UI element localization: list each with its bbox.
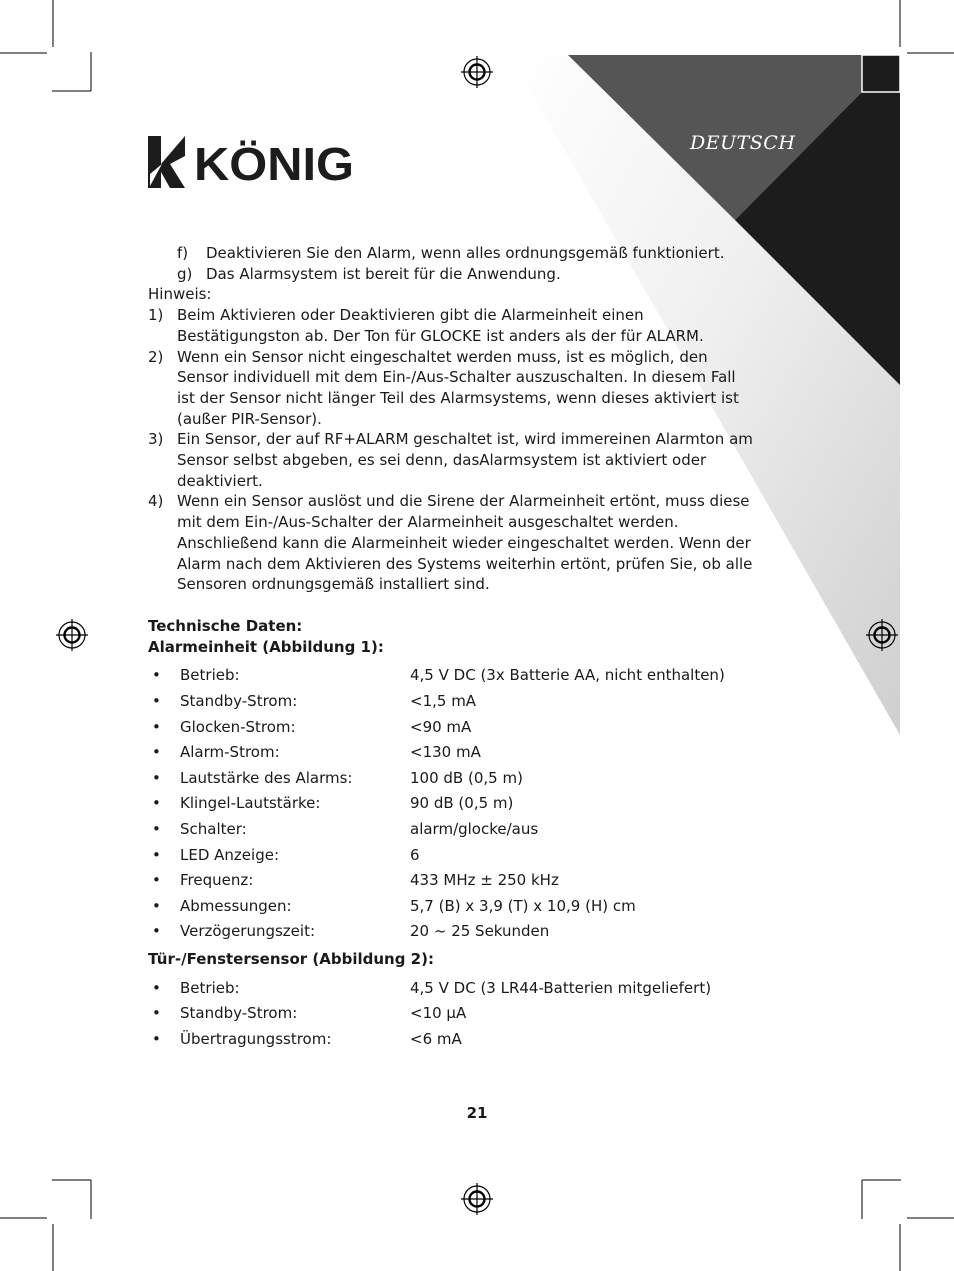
- spec-value: 100 dB (0,5 m): [410, 768, 523, 787]
- door-sensor-heading: Tür-/Fenstersensor (Abbildung 2):: [148, 949, 434, 968]
- spec-value: <6 mA: [410, 1029, 462, 1048]
- note-item: [148, 305, 758, 346]
- alarm-unit-spec-list: [148, 663, 758, 945]
- spec-label: Verzögerungszeit:: [180, 922, 316, 941]
- spec-value: <130 mA: [410, 743, 481, 762]
- spec-value: 20 ~ 25 Sekunden: [410, 922, 550, 941]
- step-text: Deaktivieren Sie den Alarm, wenn alles ordnungsgemäß funktioniert.: [206, 244, 725, 262]
- spec-row: [148, 894, 758, 920]
- spec-row: [148, 817, 758, 843]
- note-item: [148, 491, 758, 595]
- note-heading: Hinweis:: [148, 285, 212, 304]
- spec-row: [148, 663, 758, 689]
- step-item: [148, 243, 758, 264]
- spec-label: Betrieb:: [180, 666, 240, 685]
- bullet: •: [152, 691, 161, 710]
- spec-label: Frequenz:: [180, 871, 254, 890]
- spec-value: 90 dB (0,5 m): [410, 794, 514, 813]
- note-marker: 3): [148, 430, 164, 449]
- spec-row: [148, 791, 758, 817]
- spec-label: Klingel-Lautstärke:: [180, 794, 321, 813]
- spec-row: [148, 868, 758, 894]
- spec-label: Standby-Strom:: [180, 1004, 298, 1023]
- spec-value: 6: [410, 845, 420, 864]
- note-list: [148, 305, 758, 595]
- step-list: [148, 243, 758, 284]
- bullet: •: [152, 819, 161, 838]
- konig-logo: [148, 134, 358, 194]
- spec-value: <1,5 mA: [410, 691, 477, 710]
- spec-label: Übertragungsstrom:: [180, 1029, 332, 1048]
- spec-label: LED Anzeige:: [180, 845, 279, 864]
- spec-row: [148, 715, 758, 741]
- step-marker: f): [177, 244, 189, 262]
- bullet: •: [152, 871, 161, 890]
- door-sensor-spec-list: [148, 976, 758, 1053]
- bullet: •: [152, 1004, 161, 1023]
- registration-mark-top: [461, 56, 493, 88]
- spec-label: Abmessungen:: [180, 896, 292, 915]
- step-item: [148, 264, 758, 285]
- page-content: [148, 243, 758, 1052]
- corner-square: [862, 55, 900, 92]
- registration-mark-bottom: [461, 1183, 493, 1215]
- spec-row: [148, 919, 758, 945]
- spec-label: Alarm-Strom:: [180, 743, 280, 762]
- spec-value: 4,5 V DC (3 LR44-Batterien mitgeliefert): [410, 978, 712, 997]
- bullet: •: [152, 896, 161, 915]
- specs-title: Technische Daten:: [148, 616, 303, 635]
- spec-row: [148, 976, 758, 1002]
- spec-row: [148, 843, 758, 869]
- spec-value: 5,7 (B) x 3,9 (T) x 10,9 (H) cm: [410, 896, 636, 915]
- bullet: •: [152, 666, 161, 685]
- bullet: •: [152, 794, 161, 813]
- spec-value: 433 MHz ± 250 kHz: [410, 871, 559, 890]
- note-text: Beim Aktivieren oder Deaktivieren gibt die Alarmeinheit einen Bestätigungston ab. Der Ton für GLOCKE ist anders als der für ALARM.: [177, 306, 704, 345]
- bullet: •: [152, 845, 161, 864]
- bullet: •: [152, 717, 161, 736]
- bullet: •: [152, 743, 161, 762]
- page-number: 21: [466, 1104, 488, 1122]
- registration-mark-left: [56, 619, 88, 651]
- bullet: •: [152, 922, 161, 941]
- spec-row: [148, 1027, 758, 1053]
- note-marker: 2): [148, 347, 164, 366]
- alarm-unit-heading: Alarmeinheit (Abbildung 1):: [148, 637, 384, 656]
- note-marker: 4): [148, 492, 164, 511]
- note-text: Wenn ein Sensor nicht eingeschaltet werden muss, ist es möglich, den Sensor individuell mit dem Ein-/Aus-Schalter auszuschalten. In diesem Fall ist der Sensor nicht länger Teil des Alarmsystems, wenn dieses aktiviert ist (außer PIR-Sensor).: [177, 347, 739, 428]
- bullet: •: [152, 978, 161, 997]
- note-item: [148, 429, 758, 491]
- spec-label: Glocken-Strom:: [180, 717, 296, 736]
- bullet: •: [152, 768, 161, 787]
- language-label: DEUTSCH: [690, 132, 796, 154]
- spec-row: [148, 740, 758, 766]
- spec-value: <90 mA: [410, 717, 472, 736]
- spec-row: [148, 766, 758, 792]
- spec-label: Lautstärke des Alarms:: [180, 768, 353, 787]
- spec-label: Standby-Strom:: [180, 691, 298, 710]
- spec-value: 4,5 V DC (3x Batterie AA, nicht enthalten): [410, 666, 725, 685]
- konig-logo-text: KÖNIG: [194, 138, 354, 190]
- spec-value: alarm/glocke/aus: [410, 819, 539, 838]
- note-text: Wenn ein Sensor auslöst und die Sirene der Alarmeinheit ertönt, muss diese mit dem Ein-/Aus-Schalter der Alarmeinheit ausgeschaltet werden. Anschließend kann die Alarmeinheit wieder eingeschaltet werden. Wenn der Alarm nach dem Aktivieren des Systems weiterhin ertönt, prüfen Sie, ob alle Sensoren ordnungsgemäß installiert sind.: [177, 492, 753, 594]
- note-marker: 1): [148, 306, 164, 325]
- note-item: [148, 347, 758, 430]
- spec-label: Schalter:: [180, 819, 247, 838]
- konig-logo-mark: [148, 134, 358, 190]
- bullet: •: [152, 1029, 161, 1048]
- spec-label: Betrieb:: [180, 978, 240, 997]
- step-text: Das Alarmsystem ist bereit für die Anwendung.: [206, 264, 561, 283]
- step-marker: g): [177, 264, 193, 283]
- spec-value: <10 µA: [410, 1004, 467, 1023]
- note-text: Ein Sensor, der auf RF+ALARM geschaltet ist, wird immereinen Alarmton am Sensor selbst abgeben, es sei denn, dasAlarmsystem ist aktiviert oder deaktiviert.: [177, 430, 753, 490]
- spec-row: [148, 689, 758, 715]
- spec-row: [148, 1001, 758, 1027]
